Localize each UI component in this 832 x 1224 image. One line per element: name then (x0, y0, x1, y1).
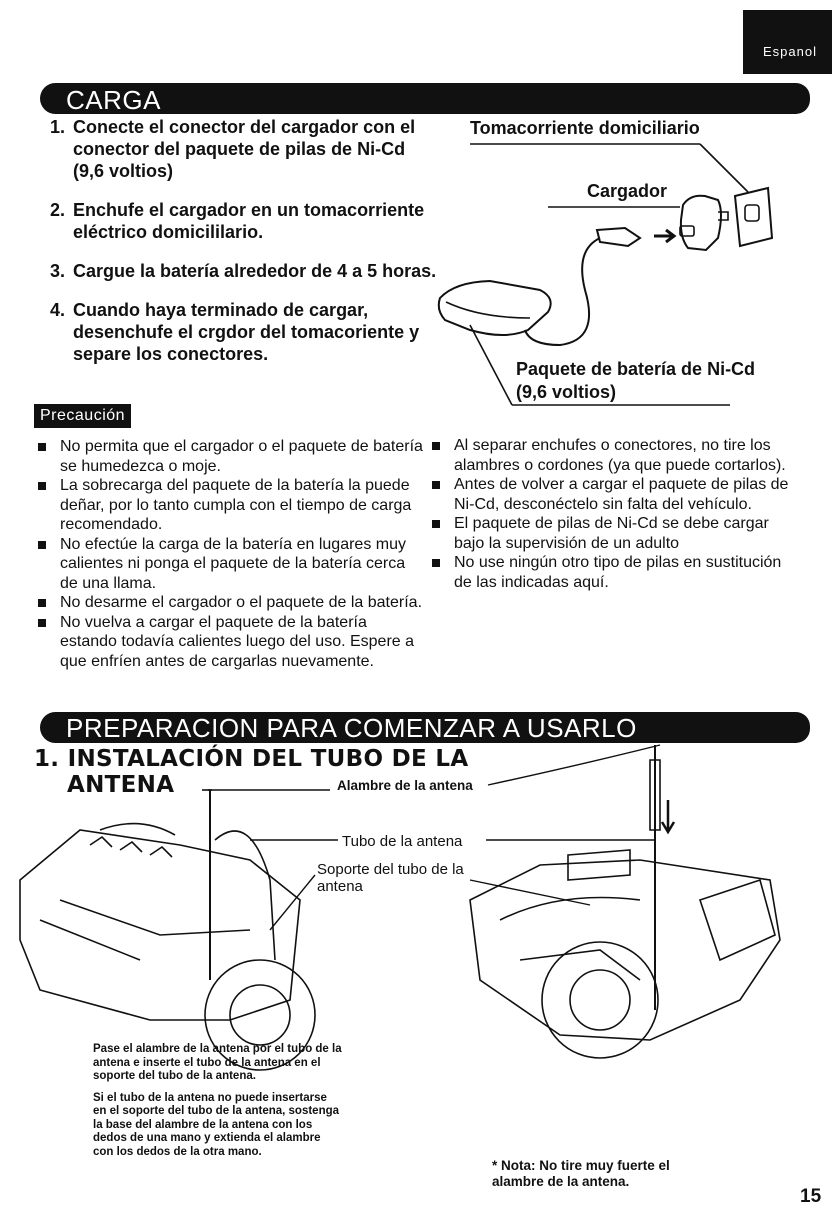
page-number: 15 (800, 1186, 822, 1207)
list-item-text: No permita que el cargador o el paquete de batería se humedezca o moje. (60, 438, 423, 475)
list-item-text: Al separar enchufes o conectores, no tire los alambres o cordones (ya que puede cortarlos). (454, 437, 786, 474)
carga-heading: CARGA (40, 83, 810, 114)
step-number: 3. (50, 261, 66, 281)
truck-illustration (470, 745, 780, 1058)
battery-label-line2: (9,6 voltios) (516, 382, 617, 402)
insert-arrow-icon (662, 800, 674, 832)
section-title-line2: ANTENA (67, 772, 175, 798)
caution-note: * Nota: No tire muy fuerte el alambre de la antena. (492, 1158, 670, 1189)
step-text: Enchufe el cargador en un tomacorriente eléctrico domicililario. (73, 200, 425, 242)
support-label-line2: antena (317, 878, 363, 895)
step-text: Conecte el conector del cargador con el conector del paquete de pilas de Ni-Cd (9,6 voltios) (73, 117, 416, 181)
installation-note (93, 1043, 343, 1167)
note-paragraph-2: Si el tubo de la antena no puede insertarse en el soporte del tubo de la antena, sostenga la base del alambre de la antena con los dedos de una mano y extienda el alambre con los dedos de la otra mano. (93, 1091, 340, 1158)
wire-leader-right (488, 745, 660, 785)
support-leader-right (470, 880, 590, 905)
list-item-text: No desarme el cargador o el paquete de la batería. (60, 594, 423, 611)
wire-label: Alambre de la antena (337, 778, 473, 793)
list-item-text: Antes de volver a cargar el paquete de pilas de Ni-Cd, desconéctelo sin falta del vehículo. (454, 476, 789, 513)
step-number: 1. (50, 117, 66, 137)
support-leader-left (270, 875, 315, 930)
step-number: 2. (50, 200, 66, 220)
section-title-line1: 1. INSTALACIÓN DEL TUBO DE LA (34, 746, 469, 772)
step-text: Cuando haya terminado de cargar, desenchufe el crgdor del tomacoriente y separe los conectores. (73, 300, 420, 364)
outlet-label: Tomacorriente domiciliario (470, 118, 700, 138)
battery-label-line1: Paquete de batería de Ni-Cd (516, 359, 756, 379)
list-item-text: No vuelva a cargar el paquete de la batería estando todavía calientes luego del uso. Espere a que enfríen antes de cargarlas nuevamente. (60, 613, 415, 670)
list-item-text: No use ningún otro tipo de pilas en sustitución de las indicadas aquí. (454, 554, 782, 591)
list-item-text: El paquete de pilas de Ni-Cd se debe cargar bajo la supervisión de un adulto (454, 515, 769, 552)
list-item-text: No efectúe la carga de la batería en lugares muy calientes ni ponga el paquete de la batería cerca de una llama. (60, 535, 406, 592)
step-text: Cargue la batería alrededor de 4 a 5 horas. (73, 261, 437, 281)
tube-label: Tubo de la antena (342, 833, 463, 850)
step-number: 4. (50, 300, 66, 320)
language-tab: Espanol (743, 10, 832, 74)
support-label-line1: Soporte del tubo de la (317, 861, 464, 878)
list-item-text: La sobrecarga del paquete de la batería la puede deñar, por lo tanto cumpla con el tiempo de carga recomendado. (60, 477, 412, 533)
note-paragraph-1: Pase el alambre de la antena por el tubo de la antena e inserte el tubo de la antena en el soporte del tubo de la antena. (93, 1043, 342, 1082)
precaucion-heading: Precaución (34, 404, 131, 428)
charger-label: Cargador (587, 181, 668, 201)
preparacion-heading: PREPARACION PARA COMENZAR A USARLO (40, 712, 810, 743)
